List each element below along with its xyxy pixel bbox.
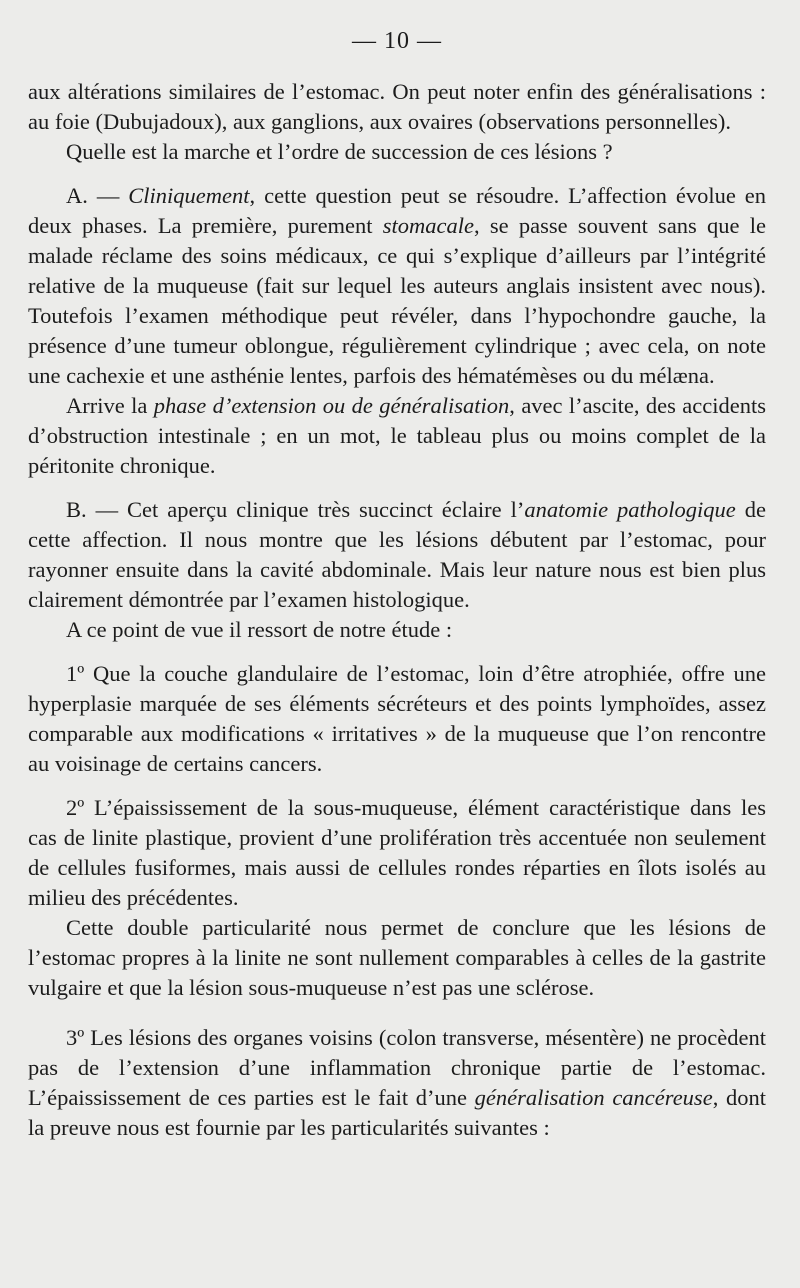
italic-stomacale: stomacale — [382, 213, 475, 238]
paragraph-9: Cette double particularité nous permet de conclure que les lésions de l’estomac propres à la linite ne sont nullement comparables à celles de la gastrite vulgaire et que la lésion sous-muqueuse n’est pas une sclérose. — [28, 915, 766, 1000]
italic-cliniquement: Cliniquement — [128, 183, 250, 208]
paragraph-6: A ce point de vue il ressort de notre étude : — [66, 617, 453, 642]
italic-anatomie-pathologique: anatomie pathologique — [524, 497, 736, 522]
paragraph-10: 3º Les lésions des organes voisins (colon transverse, mésentère) ne procèdent pas de l’extension d’une inflammation chronique partie de l’estomac. L’épaississement de ces parties est le fait d’une généralisation cancéreuse, dont la preuve nous est fournie par les particularités suivantes : — [28, 1025, 766, 1140]
paragraph-7: 1º Que la couche glandulaire de l’estomac, loin d’être atrophiée, offre une hyperplasie marquée de ses éléments sécréteurs et des points lymphoïdes, assez comparable aux modifications « irritatives » de la muqueuse que l’on rencontre au voisinage de certains cancers. — [28, 661, 766, 776]
paragraph-8: 2º L’épaississement de la sous-muqueuse, élément caractéristique dans les cas de linite plastique, provient d’une prolifération très accentuée non seulement de cellules fusiformes, mais aussi de cellules rondes réparties en îlots isolés au milieu des précédentes. — [28, 795, 766, 910]
page-number: — 10 — — [352, 28, 442, 54]
italic-generalisation: généralisation cancéreuse — [474, 1085, 713, 1110]
paragraph-1: aux altérations similaires de l’estomac. On peut noter enfin des généralisations : au foie (Dubujadoux), aux ganglions, aux ovaires (observations personnelles). — [28, 79, 766, 134]
italic-phase-extension: phase d’extension ou de généralisation — [153, 393, 510, 418]
paragraph-5: B. — Cet aperçu clinique très succinct éclaire l’anatomie pathologique de cette affection. Il nous montre que les lésions débutent par l’estomac, pour rayonner ensuite dans la cavité abdominale. Mais leur nature nous est bien plus clairement démontrée par l’examen histologique. — [28, 497, 766, 612]
paragraph-3: A. — Cliniquement, cette question peut se résoudre. L’affection évolue en deux phases. La première, purement stomacale, se passe souvent sans que le malade réclame des soins médicaux, ce qui s’explique d’ailleurs par l’intégrité relative de la muqueuse (fait sur lequel les auteurs anglais insistent avec nous). Toutefois l’examen méthodique peut révéler, dans l’hypochondre gauche, la présence d’une tumeur oblongue, régulièrement cylindrique ; avec cela, on note une cachexie et une asthénie lentes, parfois des hématémèses ou du mélæna. — [28, 183, 767, 388]
paragraph-2: Quelle est la marche et l’ordre de succession de ces lésions ? — [66, 139, 613, 164]
paragraph-4: Arrive la phase d’extension ou de généralisation, avec l’ascite, des accidents d’obstruction intestinale ; en un mot, le tableau plus ou moins complet de la péritonite chronique. — [28, 393, 767, 478]
